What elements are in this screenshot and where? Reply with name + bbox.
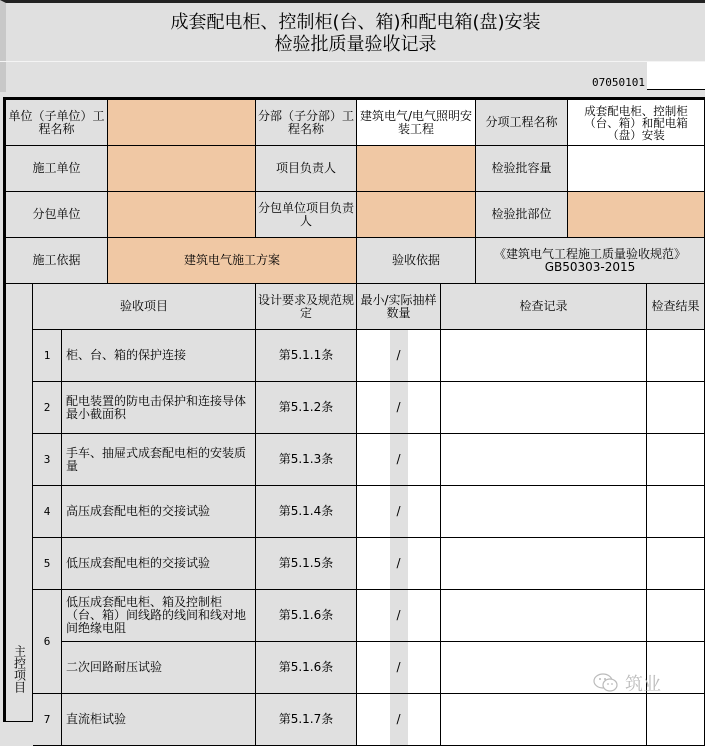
sample-value: / bbox=[396, 400, 401, 414]
row-result[interactable] bbox=[647, 538, 705, 590]
sample-value: / bbox=[396, 660, 401, 674]
label-acceptance-basis: 验收依据 bbox=[357, 238, 476, 284]
row-result[interactable] bbox=[647, 486, 705, 538]
row-number: 2 bbox=[33, 382, 62, 434]
row-item: 手车、抽屉式成套配电柜的安装质量 bbox=[62, 434, 256, 486]
header-spec: 设计要求及规范规定 bbox=[256, 284, 357, 330]
row-item: 低压成套配电柜、箱及控制柜（台、箱）间线路的线间和线对地间绝缘电阻 bbox=[62, 590, 256, 642]
form-title-line1: 成套配电柜、控制柜(台、箱)和配电箱(盘)安装 bbox=[170, 12, 541, 33]
field-division-project[interactable]: 建筑电气/电气照明安装工程 bbox=[357, 100, 476, 146]
field-batch-capacity[interactable] bbox=[568, 146, 705, 192]
row-item: 低压成套配电柜的交接试验 bbox=[62, 538, 256, 590]
label-unit-project: 单位（子单位）工程名称 bbox=[6, 100, 108, 146]
field-acceptance-basis: 《建筑电气工程施工质量验收规范》GB50303-2015 bbox=[476, 238, 705, 284]
header-record: 检查记录 bbox=[441, 284, 647, 330]
row-item: 配电装置的防电击保护和连接导体最小截面积 bbox=[62, 382, 256, 434]
code-input-box[interactable] bbox=[647, 62, 705, 90]
section-main-control bbox=[6, 284, 33, 722]
row-spec: 第5.1.4条 bbox=[256, 486, 357, 538]
row-sample[interactable] bbox=[357, 330, 441, 382]
sample-value: / bbox=[396, 608, 401, 622]
field-subcontractor[interactable] bbox=[108, 192, 256, 238]
form-title-line2: 检验批质量验收记录 bbox=[274, 34, 437, 55]
row-result[interactable] bbox=[647, 434, 705, 486]
row-number: 1 bbox=[33, 330, 62, 382]
row-record[interactable] bbox=[441, 694, 647, 746]
field-construction-basis[interactable]: 建筑电气施工方案 bbox=[108, 238, 357, 284]
row-sample[interactable] bbox=[357, 590, 441, 642]
field-batch-location[interactable] bbox=[568, 192, 705, 238]
section-label: 主控项目 bbox=[12, 645, 27, 693]
label-division-project: 分部（子分部）工程名称 bbox=[256, 100, 357, 146]
row-spec: 第5.1.7条 bbox=[256, 694, 357, 746]
field-subitem-project[interactable]: 成套配电柜、控制柜（台、箱）和配电箱（盘）安装 bbox=[568, 100, 705, 146]
row-result[interactable] bbox=[647, 694, 705, 746]
row-item: 直流柜试验 bbox=[62, 694, 256, 746]
row-item: 二次回路耐压试验 bbox=[62, 642, 256, 694]
row-sample[interactable] bbox=[357, 434, 441, 486]
row-item: 高压成套配电柜的交接试验 bbox=[62, 486, 256, 538]
sample-value: / bbox=[396, 504, 401, 518]
label-batch-location: 检验批部位 bbox=[476, 192, 568, 238]
wechat-icon bbox=[593, 672, 619, 694]
row-spec: 第5.1.5条 bbox=[256, 538, 357, 590]
field-subcontractor-manager[interactable] bbox=[357, 192, 476, 238]
header-result: 检查结果 bbox=[647, 284, 705, 330]
watermark bbox=[593, 670, 661, 696]
header-sample: 最小/实际抽样数量 bbox=[357, 284, 441, 330]
row-spec: 第5.1.2条 bbox=[256, 382, 357, 434]
label-construction-unit: 施工单位 bbox=[6, 146, 108, 192]
header-item: 验收项目 bbox=[33, 284, 256, 330]
sample-value: / bbox=[396, 348, 401, 362]
row-number: 5 bbox=[33, 538, 62, 590]
label-batch-capacity: 检验批容量 bbox=[476, 146, 568, 192]
row-result[interactable] bbox=[647, 382, 705, 434]
row-sample[interactable] bbox=[357, 694, 441, 746]
form-code: 07050101 bbox=[592, 76, 645, 89]
row-record[interactable] bbox=[441, 590, 647, 642]
row-record[interactable] bbox=[441, 538, 647, 590]
watermark-text: 筑业 bbox=[625, 674, 661, 695]
label-subcontractor-manager: 分包单位项目负责人 bbox=[256, 192, 357, 238]
row-number: 6 bbox=[33, 590, 62, 694]
row-sample[interactable] bbox=[357, 382, 441, 434]
row-sample[interactable] bbox=[357, 538, 441, 590]
row-spec: 第5.1.6条 bbox=[256, 590, 357, 642]
row-spec: 第5.1.3条 bbox=[256, 434, 357, 486]
label-construction-basis: 施工依据 bbox=[6, 238, 108, 284]
row-record[interactable] bbox=[441, 330, 647, 382]
row-result[interactable] bbox=[647, 330, 705, 382]
row-number: 3 bbox=[33, 434, 62, 486]
row-record[interactable] bbox=[441, 382, 647, 434]
form-title bbox=[0, 0, 705, 62]
row-record[interactable] bbox=[441, 486, 647, 538]
row-spec: 第5.1.6条 bbox=[256, 642, 357, 694]
label-project-manager: 项目负责人 bbox=[256, 146, 357, 192]
row-number: 4 bbox=[33, 486, 62, 538]
field-unit-project[interactable] bbox=[108, 100, 256, 146]
label-subitem-project: 分项工程名称 bbox=[476, 100, 568, 146]
row-sample[interactable] bbox=[357, 642, 441, 694]
field-project-manager[interactable] bbox=[357, 146, 476, 192]
row-spec: 第5.1.1条 bbox=[256, 330, 357, 382]
row-record[interactable] bbox=[441, 434, 647, 486]
sample-value: / bbox=[396, 452, 401, 466]
sample-value: / bbox=[396, 712, 401, 726]
field-construction-unit[interactable] bbox=[108, 146, 256, 192]
sample-value: / bbox=[396, 556, 401, 570]
row-number: 7 bbox=[33, 694, 62, 746]
row-result[interactable] bbox=[647, 590, 705, 642]
row-item: 柜、台、箱的保护连接 bbox=[62, 330, 256, 382]
label-subcontractor: 分包单位 bbox=[6, 192, 108, 238]
row-sample[interactable] bbox=[357, 486, 441, 538]
